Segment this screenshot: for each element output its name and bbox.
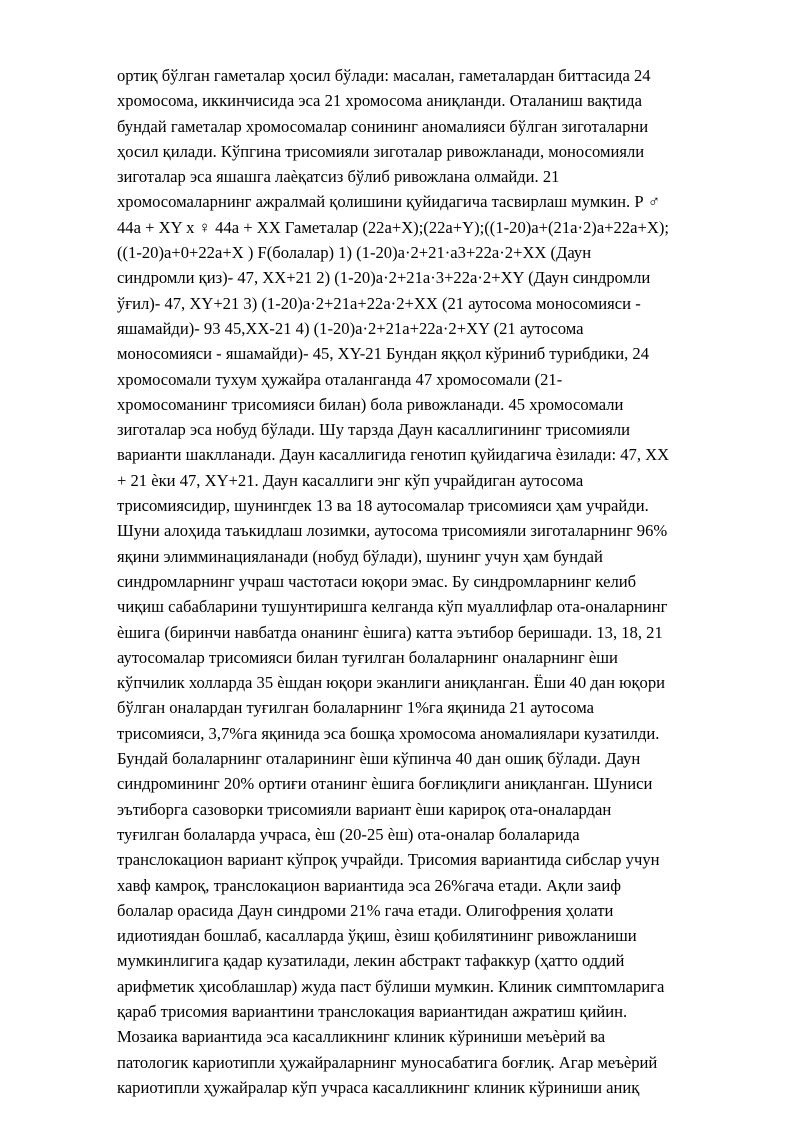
text-line: 44а + ХY х ♀ 44а + ХХ Гаметалар (22а+Х);(22а+Y);((1-20)а+(21а·2)а+22а+Х);: [117, 217, 669, 237]
text-line: хавф камроқ, транслокацион вариантида эса 26%гача етади. Ақли заиф: [117, 875, 621, 895]
text-line: Бундай болаларнинг оталарининг ѐши кўпинча 40 дан ошиқ бўлади. Даун: [117, 749, 641, 769]
text-line: синдромининг 20% ортиғи отанинг ѐшига боғлиқлиги аниқланган. Шуниси: [117, 774, 653, 794]
text-line: бундай гаметалар хромосомалар сонининг аномалияси бўлган зиготаларни: [117, 116, 649, 136]
text-line: кариотипли ҳужайралар кўп учраса касалликнинг клиник кўриниши аниқ: [117, 1077, 640, 1097]
text-line: арифметик ҳисоблашлар) жуда паст бўлиши мумкин. Клиник симптомларига: [117, 976, 665, 996]
text-line: болалар орасида Даун синдроми 21% гача етади. Олигофрения ҳолати: [117, 900, 614, 920]
text-line: зиготалар эса нобуд бўлади. Шу тарзда Даун касаллигининг трисомияли: [117, 420, 631, 440]
text-line: қараб трисомия вариантини транслокация вариантидан ажратиш қийин.: [117, 1001, 628, 1021]
text-line: транслокацион вариант кўпроқ учрайди. Трисомия вариантида сибслар учун: [117, 850, 660, 870]
text-line: зиготалар эса яшашга лаѐқатсиз бўлиб ривожлана олмайди. 21: [117, 167, 560, 187]
text-line: туғилган болаларда учраса, ѐш (20-25 ѐш) ота-оналар болаларида: [117, 824, 580, 844]
text-line: яшамайди)- 93 45,ХХ-21 4) (1-20)а·2+21а+22а·2+ХY (21 аутосома: [117, 318, 584, 338]
text-line: чиқиш сабабларини тушунтиришга келганда кўп муаллифлар ота-оналарнинг: [117, 597, 668, 617]
text-line: моносомияси - яшамайди)- 45, ХY-21 Бундан яққол кўриниб турибдики, 24: [117, 344, 650, 364]
text-line: мумкинлигига қадар кузатилади, лекин абстракт тафаккур (ҳатто оддий: [117, 951, 625, 971]
text-line: ѐшига (биринчи навбатда онанинг ѐшига) катта эътибор беришади. 13, 18, 21: [117, 622, 663, 642]
text-line: бўлган оналардан туғилган болаларнинг 1%га яқинида 21 аутосома: [117, 698, 594, 718]
text-line: трисомияси, 3,7%га яқинида эса бошқа хромосома аномалиялари кузатилди.: [117, 723, 660, 743]
text-line: ҳосил қилади. Кўпгина трисомияли зиготалар ривожланади, моносомияли: [117, 141, 645, 161]
text-line: хромосомали тухум ҳужайра оталанганда 47 хромосомали (21-: [117, 369, 563, 389]
text-line: ((1-20)а+0+22а+Х ) F(болалар) 1) (1-20)а·2+21·а3+22а·2+ХХ (Даун: [117, 243, 592, 263]
text-line: ортиқ бўлган гаметалар ҳосил бўлади: масалан, гаметалардан биттасида 24: [117, 66, 651, 85]
text-line: Шуни алоҳида таъкидлаш лозимки, аутосома трисомияли зиготаларнинг 96%: [117, 521, 668, 541]
text-line: яқини элимминацияланади (нобуд бўлади), шунинг учун ҳам бундай: [117, 546, 603, 566]
text-line: синдромларнинг учраш частотаси юқори эмас. Бу синдромларнинг келиб: [117, 571, 637, 591]
text-line: варианти шаклланади. Даун касаллигида генотип қуйидагича ѐзилади: 47, ХХ: [117, 445, 670, 465]
text-line: + 21 ѐки 47, ХY+21. Даун касаллиги энг кўп учрайдиган аутосома: [117, 470, 584, 490]
text-line: идиотиядан бошлаб, касалларда ўқиш, ѐзиш қобилятининг ривожланиши: [117, 926, 637, 946]
text-line: ўғил)- 47, ХY+21 3) (1-20)а·2+21а+22а·2+ХХ (21 аутосома моносомияси -: [117, 293, 641, 313]
text-line: хромосомаларнинг ажралмай қолишини қуйидагича тасвирлаш мумкин. Р ♂: [117, 192, 661, 212]
text-line: Мозаика вариантида эса касалликнинг клиник кўриниши меъѐрий ва: [117, 1027, 606, 1047]
text-line: хромосоманинг трисомияси билан) бола ривожланади. 45 хромосомали: [117, 394, 624, 414]
text-line: трисомиясидир, шунингдек 13 ва 18 аутосомалар трисомияси ҳам учрайди.: [117, 496, 649, 516]
text-line: синдромли қиз)- 47, ХХ+21 2) (1-20)а·2+21а·3+22а·2+ХY (Даун синдромли: [117, 268, 651, 288]
text-line: хромосома, иккинчисида эса 21 хромосома аниқланди. Оталаниш вақтида: [117, 91, 642, 111]
text-line: кўпчилик холларда 35 ѐшдан юқори эканлиги аниқланган. Ёши 40 дан юқори: [117, 673, 666, 693]
text-line: аутосомалар трисомияси билан туғилган болаларнинг оналарнинг ѐши: [117, 647, 618, 667]
body-text: [117, 63, 732, 1100]
text-line: эътиборга сазоворки трисомияли вариант ѐши карироқ ота-оналардан: [117, 799, 612, 819]
text-line: патологик кариотипли ҳужайраларнинг муносабатига боғлиқ. Агар меъѐрий: [117, 1052, 658, 1072]
